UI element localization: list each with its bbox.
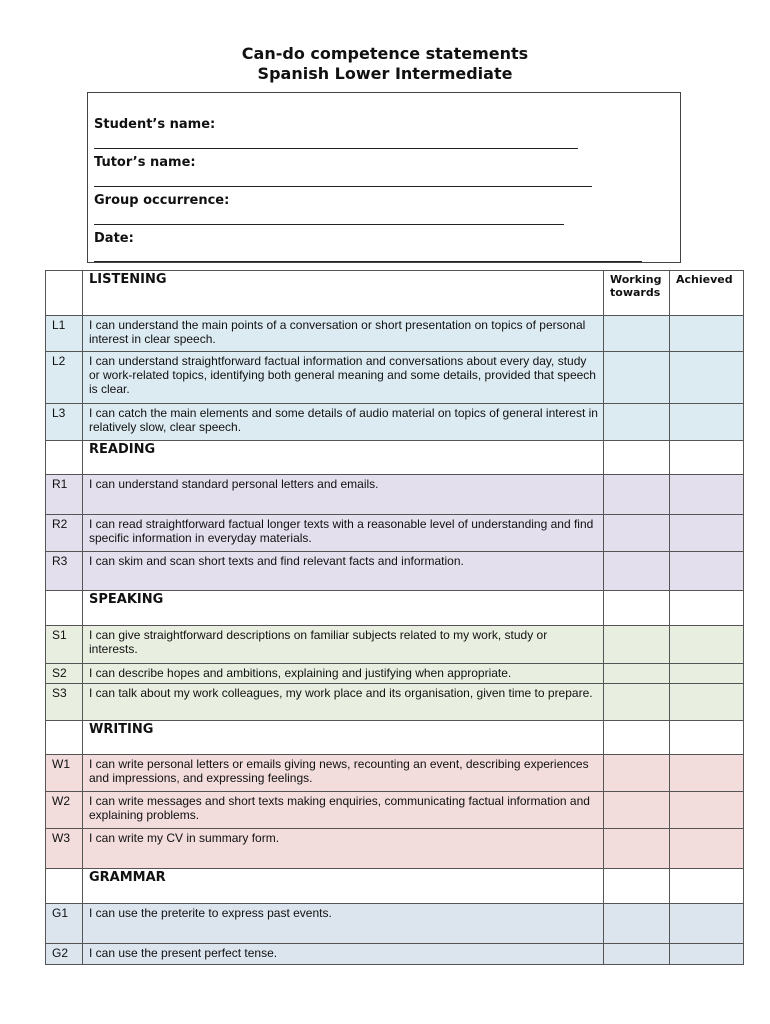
statement-code: S1 bbox=[46, 626, 83, 664]
statement-code: W1 bbox=[46, 755, 83, 792]
table-row bbox=[46, 944, 744, 965]
table-row bbox=[46, 904, 744, 944]
table-row bbox=[46, 316, 744, 352]
achieved-cell[interactable] bbox=[670, 475, 744, 515]
achieved-cell[interactable] bbox=[670, 792, 744, 829]
table-row bbox=[46, 829, 744, 869]
working-towards-cell[interactable] bbox=[604, 404, 670, 441]
section-header-row bbox=[46, 721, 744, 755]
section-header-row bbox=[46, 271, 744, 316]
section-title-listening: LISTENING bbox=[83, 271, 604, 316]
working-towards-cell[interactable] bbox=[604, 352, 670, 404]
achieved-cell[interactable] bbox=[670, 829, 744, 869]
statement-code: R3 bbox=[46, 552, 83, 591]
section-code-cell bbox=[46, 869, 83, 904]
section-title-reading: READING bbox=[83, 441, 604, 475]
working-towards-cell[interactable] bbox=[604, 552, 670, 591]
working-towards-cell bbox=[604, 869, 670, 904]
section-title-writing: WRITING bbox=[83, 721, 604, 755]
statement-code: W3 bbox=[46, 829, 83, 869]
table-row bbox=[46, 404, 744, 441]
working-towards-cell[interactable] bbox=[604, 755, 670, 792]
statement-text: I can understand standard personal letters and emails. bbox=[83, 475, 604, 515]
statement-code: L1 bbox=[46, 316, 83, 352]
achieved-cell[interactable] bbox=[670, 944, 744, 965]
statement-text: I can write my CV in summary form. bbox=[83, 829, 604, 869]
section-header-row bbox=[46, 441, 744, 475]
statement-text: I can catch the main elements and some details of audio material on topics of general interest in relatively slow, clear speech. bbox=[83, 404, 604, 441]
student-name-field[interactable] bbox=[94, 148, 578, 149]
working-towards-cell[interactable] bbox=[604, 829, 670, 869]
working-towards-cell[interactable] bbox=[604, 515, 670, 552]
working-towards-cell[interactable] bbox=[604, 626, 670, 664]
statement-text: I can use the preterite to express past events. bbox=[83, 904, 604, 944]
achieved-cell[interactable] bbox=[670, 904, 744, 944]
statement-code: W2 bbox=[46, 792, 83, 829]
table-row bbox=[46, 684, 744, 721]
title-line-1: Can-do competence statements bbox=[241, 44, 529, 63]
document-title bbox=[0, 44, 770, 84]
section-code-cell bbox=[46, 591, 83, 626]
table-row bbox=[46, 626, 744, 664]
group-occurrence-label: Group occurrence: bbox=[94, 193, 230, 208]
section-header-row bbox=[46, 869, 744, 904]
statement-code: R2 bbox=[46, 515, 83, 552]
achieved-cell[interactable] bbox=[670, 404, 744, 441]
working-towards-cell bbox=[604, 591, 670, 626]
statement-text: I can describe hopes and ambitions, explaining and justifying when appropriate. bbox=[83, 664, 604, 684]
table-row bbox=[46, 515, 744, 552]
table-row bbox=[46, 475, 744, 515]
working-towards-cell[interactable] bbox=[604, 944, 670, 965]
achieved-cell bbox=[670, 591, 744, 626]
section-title-grammar: GRAMMAR bbox=[83, 869, 604, 904]
statement-text: I can write messages and short texts making enquiries, communicating factual information and explaining problems. bbox=[83, 792, 604, 829]
statement-text: I can talk about my work colleagues, my work place and its organisation, given time to prepare. bbox=[83, 684, 604, 721]
achieved-cell bbox=[670, 869, 744, 904]
statement-text: I can understand straightforward factual information and conversations about every day, study or work-related topics, identifying both general meaning and some details, provided that speech is clear. bbox=[83, 352, 604, 404]
working-towards-cell[interactable] bbox=[604, 904, 670, 944]
table-row bbox=[46, 792, 744, 829]
table-row bbox=[46, 552, 744, 591]
section-code-cell bbox=[46, 271, 83, 316]
statement-text: I can write personal letters or emails giving news, recounting an event, describing experiences and impressions, and expressing feelings. bbox=[83, 755, 604, 792]
working-towards-cell[interactable] bbox=[604, 684, 670, 721]
statement-code: S3 bbox=[46, 684, 83, 721]
achieved-cell[interactable] bbox=[670, 352, 744, 404]
statement-text: I can skim and scan short texts and find relevant facts and information. bbox=[83, 552, 604, 591]
statement-code: R1 bbox=[46, 475, 83, 515]
achieved-cell[interactable] bbox=[670, 626, 744, 664]
table-row bbox=[46, 755, 744, 792]
tutor-name-label: Tutor’s name: bbox=[94, 155, 196, 170]
tutor-name-field[interactable] bbox=[94, 186, 592, 187]
working-towards-cell[interactable] bbox=[604, 316, 670, 352]
achieved-cell bbox=[670, 441, 744, 475]
working-towards-cell bbox=[604, 721, 670, 755]
statement-code: S2 bbox=[46, 664, 83, 684]
section-code-cell bbox=[46, 721, 83, 755]
working-towards-cell[interactable] bbox=[604, 792, 670, 829]
statement-text: I can use the present perfect tense. bbox=[83, 944, 604, 965]
title-line-2: Spanish Lower Intermediate bbox=[257, 64, 513, 83]
achieved-cell[interactable] bbox=[670, 515, 744, 552]
achieved-cell[interactable] bbox=[670, 755, 744, 792]
working-towards-cell[interactable] bbox=[604, 664, 670, 684]
achieved-cell[interactable] bbox=[670, 684, 744, 721]
statement-text: I can read straightforward factual longer texts with a reasonable level of understanding and find specific information in everyday materials. bbox=[83, 515, 604, 552]
statement-code: G1 bbox=[46, 904, 83, 944]
table-row bbox=[46, 352, 744, 404]
statement-code: L2 bbox=[46, 352, 83, 404]
date-label: Date: bbox=[94, 231, 134, 246]
working-towards-cell[interactable] bbox=[604, 475, 670, 515]
achieved-cell[interactable] bbox=[670, 664, 744, 684]
section-title-speaking: SPEAKING bbox=[83, 591, 604, 626]
working-towards-cell bbox=[604, 441, 670, 475]
table-row bbox=[46, 664, 744, 684]
achieved-cell[interactable] bbox=[670, 552, 744, 591]
statement-code: L3 bbox=[46, 404, 83, 441]
group-occurrence-field[interactable] bbox=[94, 224, 564, 225]
achieved-cell bbox=[670, 721, 744, 755]
section-header-row bbox=[46, 591, 744, 626]
achieved-header: Achieved bbox=[670, 271, 744, 316]
statement-text: I can give straightforward descriptions on familiar subjects related to my work, study or interests. bbox=[83, 626, 604, 664]
competence-table bbox=[45, 270, 744, 965]
section-code-cell bbox=[46, 441, 83, 475]
working-towards-header: Working towards bbox=[604, 271, 670, 316]
statement-text: I can understand the main points of a conversation or short presentation on topics of personal interest in clear speech. bbox=[83, 316, 604, 352]
statement-code: G2 bbox=[46, 944, 83, 965]
student-name-label: Student’s name: bbox=[94, 117, 216, 132]
date-field[interactable] bbox=[94, 261, 642, 262]
student-info-box bbox=[87, 92, 681, 263]
achieved-cell[interactable] bbox=[670, 316, 744, 352]
